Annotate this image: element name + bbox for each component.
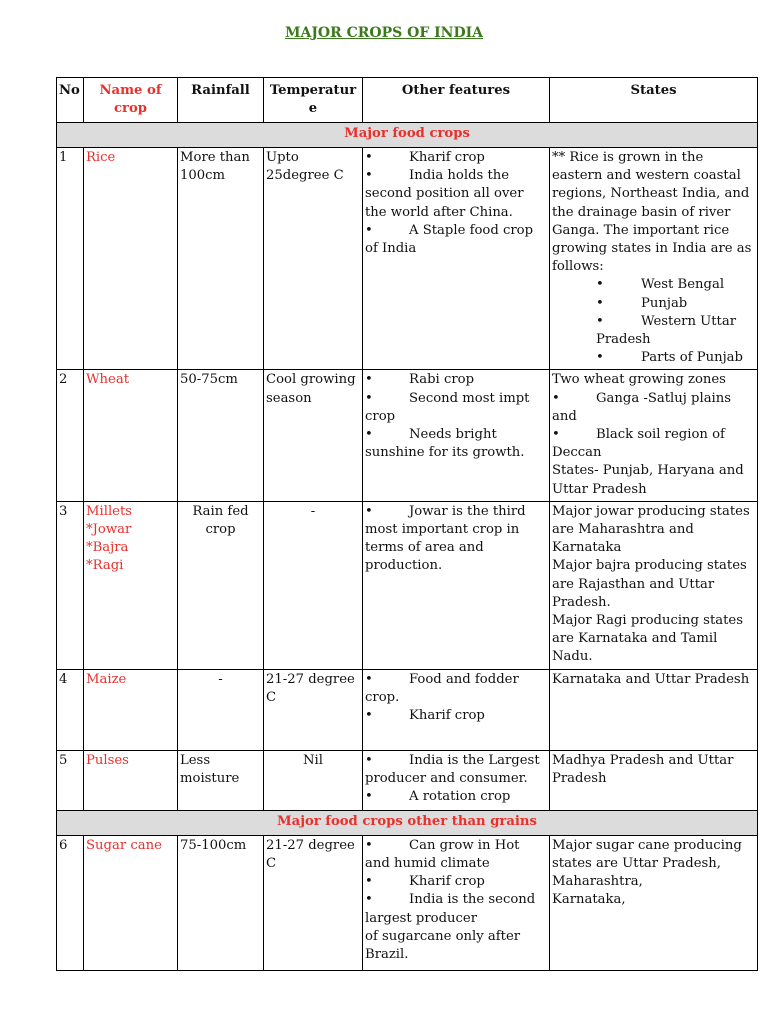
header-features: Other features [363, 78, 550, 123]
section-row-other [57, 810, 758, 835]
list-item: • Rabi crop [365, 372, 475, 388]
list-item: • A Staple food crop of India [365, 222, 534, 257]
header-rainfall: Rainfall [178, 78, 264, 123]
list-item: • Kharif crop [365, 708, 485, 724]
header-name: Name of crop [84, 78, 178, 123]
features-cell [363, 501, 550, 669]
features-cell [363, 835, 550, 970]
temperature-cell: Cool growing season [264, 370, 363, 501]
features-cell [363, 148, 550, 370]
header-states: States [550, 78, 758, 123]
list-item: • Parts of Punjab [596, 350, 743, 366]
list-item: • Ganga -Satluj plains and [552, 390, 732, 424]
rainfall-cell: 50-75cm [178, 370, 264, 501]
states-text: Major jowar producing states are Maharashtra and Karnataka [552, 503, 750, 556]
temperature-cell: - [264, 501, 363, 669]
states-text: ** Rice is grown in the eastern and western coastal regions, Northeast India, and the drainage basin of river Ganga. The important rice growing states in India are as follows: [552, 150, 752, 275]
list-item: • Punjab [596, 295, 688, 311]
table-row [57, 750, 758, 810]
list-item: • Black soil region of Deccan [552, 427, 725, 461]
crop-name: Maize [84, 669, 178, 750]
row-no: 1 [57, 148, 84, 370]
crop-name: Millets *Jowar *Bajra *Ragi [84, 501, 178, 669]
table-row [57, 835, 758, 970]
temperature-cell: Nil [264, 750, 363, 810]
features-cell [363, 669, 550, 750]
header-no: No [57, 78, 84, 123]
table-row [57, 501, 758, 669]
states-text: Maharashtra, [552, 874, 643, 890]
crop-name: Wheat [84, 370, 178, 501]
list-item: • Needs bright sunshine for its growth. [365, 427, 525, 461]
row-no: 4 [57, 669, 84, 750]
features-cell [363, 750, 550, 810]
section-title: Major food crops other than grains [57, 810, 758, 835]
row-no: 2 [57, 370, 84, 501]
header-row [57, 78, 758, 123]
section-row-food [57, 123, 758, 148]
states-cell: Karnataka and Uttar Pradesh [550, 669, 758, 750]
row-no: 6 [57, 835, 84, 970]
crop-name: Pulses [84, 750, 178, 810]
list-item: • West Bengal [596, 277, 725, 293]
table-row [57, 148, 758, 370]
states-text: States- Punjab, Haryana and Uttar Pradesh [552, 463, 744, 497]
row-no: 5 [57, 750, 84, 810]
temperature-cell: 21-27 degree C [264, 669, 363, 750]
rainfall-cell: - [178, 669, 264, 750]
list-item: • Kharif crop [365, 150, 485, 165]
table-row [57, 370, 758, 501]
temperature-cell: 21-27 degree C [264, 835, 363, 970]
list-item: • Can grow in Hot and humid climate [365, 837, 520, 871]
list-item: • India holds the second position all over the world after China. [365, 168, 524, 220]
states-cell [550, 501, 758, 669]
section-title: Major food crops [57, 123, 758, 148]
list-item: • India is the second largest producer [365, 892, 536, 926]
temperature-cell: Upto 25degree C [264, 148, 363, 370]
rainfall-cell: Rain fed crop [178, 501, 264, 669]
states-text: Major bajra producing states are Rajasthan and Uttar Pradesh. [552, 558, 747, 610]
features-cell [363, 370, 550, 501]
states-text: Two wheat growing zones [552, 372, 726, 388]
features-text: of sugarcane only after Brazil. [365, 928, 521, 962]
list-item: • A rotation crop [365, 789, 511, 805]
crops-table [56, 77, 758, 971]
states-cell [550, 148, 758, 370]
list-item: • Second most impt crop [365, 390, 530, 424]
list-item: • India is the Largest producer and consumer. [365, 752, 540, 786]
rainfall-cell: More than 100cm [178, 148, 264, 370]
page-title: MAJOR CROPS OF INDIA [284, 25, 484, 41]
states-cell: Madhya Pradesh and Uttar Pradesh [550, 750, 758, 810]
table-row [57, 669, 758, 750]
states-text: Major sugar cane producing states are Uttar Pradesh, [552, 837, 742, 871]
states-cell [550, 835, 758, 970]
list-item: • Food and fodder crop. [365, 671, 519, 705]
rainfall-cell: 75-100cm [178, 835, 264, 970]
states-cell [550, 370, 758, 501]
row-no: 3 [57, 501, 84, 669]
crop-name: Rice [84, 148, 178, 370]
list-item: • Kharif crop [365, 874, 485, 890]
list-item: • Western Uttar Pradesh [596, 313, 737, 348]
states-text: Major Ragi producing states are Karnataka and Tamil Nadu. [552, 613, 743, 665]
crop-name: Sugar cane [84, 835, 178, 970]
rainfall-cell: Less moisture [178, 750, 264, 810]
states-text: Karnataka, [552, 892, 626, 908]
header-temperature: Temperature [264, 78, 363, 123]
list-item: • Jowar is the third most important crop in terms of area and production. [365, 503, 526, 574]
